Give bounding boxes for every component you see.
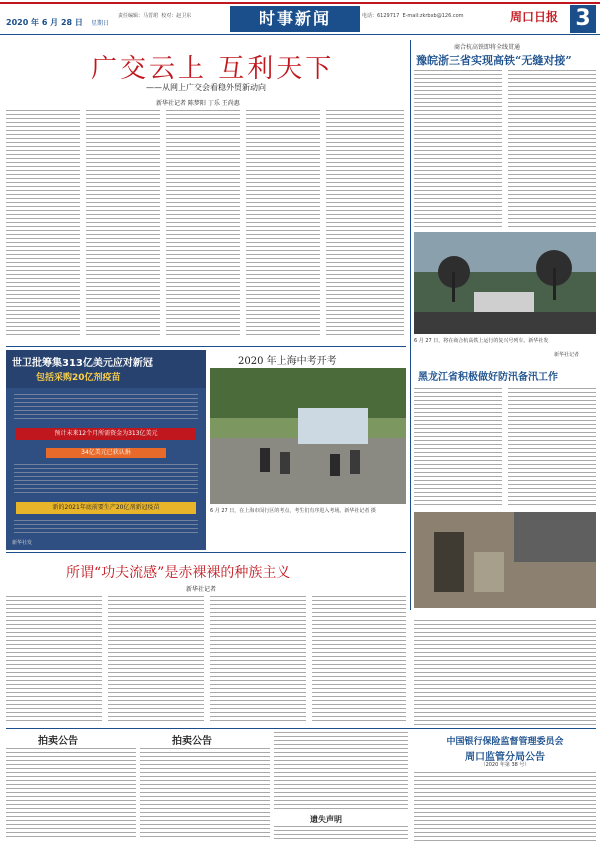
notice-lost-title: 遗失声明 (310, 815, 342, 824)
exam-photo-illustration (210, 368, 406, 504)
who-line-2: 34亿美元已获认捐 (46, 448, 166, 458)
rail-title: 豫皖浙三省实现高铁“无缝对接” (416, 54, 572, 67)
regulator-subtitle: 周口监管分局公告 (465, 752, 545, 763)
exam-photo-title: 2020 年上海中考开考 (238, 356, 337, 367)
rail-photo-caption: 6 月 27 日，将在商合杭高铁上运行的复兴号列车。新华社发 (414, 338, 549, 344)
lead-column-2 (86, 110, 160, 338)
who-line-3: 新的2021年底前要生产20亿剂新冠疫苗 (16, 502, 196, 514)
page-number: 3 (570, 5, 596, 33)
flood-title: 黑龙江省积极做好防汛备汛工作 (418, 372, 558, 383)
rail-text-1 (414, 70, 502, 230)
who-footer: 新华社发 (12, 540, 33, 546)
rail-photo-illustration (414, 232, 596, 334)
section-title: 时事新闻 (258, 9, 331, 28)
issue-date: 2020 年 6 月 28 日 (6, 18, 83, 27)
notice-lost (274, 732, 408, 844)
exam-photo-caption: 6 月 27 日，在上海市闵行区的考点，考生们有序进入考场。新华社记者 摄 (210, 508, 376, 514)
rail-article (414, 40, 596, 360)
lead-subtitle: ——从网上广交会看稳外贸新动向 (146, 83, 266, 92)
lead-article (6, 40, 406, 340)
flood-text-1 (414, 388, 502, 508)
who-title-1: 世卫批筹集313亿美元应对新冠 (12, 358, 153, 369)
notice-auction-1-title: 拍卖公告 (38, 736, 78, 747)
opinion-title: 所谓“功夫流感”是赤裸裸的种族主义 (66, 565, 291, 581)
right-column-text (414, 620, 596, 728)
lead-byline: 新华社记者 陈梦阳 丁乐 王尚惠 (156, 100, 240, 107)
opinion-article (6, 556, 406, 726)
regulator-number: （2020 年第 38 号） (480, 762, 530, 768)
lead-column-5 (326, 110, 404, 338)
notice-auction-2-title: 拍卖公告 (172, 736, 212, 747)
masthead (0, 0, 600, 36)
rail-photo (414, 232, 596, 334)
paper-name: 周口日报 (510, 10, 559, 24)
flood-article (414, 360, 596, 620)
regulator-notice (414, 732, 596, 844)
exam-photo-block (210, 350, 406, 550)
flood-photo (414, 512, 596, 608)
section-title-box (230, 6, 360, 32)
who-line-1: 预计未来12个月所需资金为313亿美元 (16, 428, 196, 440)
who-funding-infographic (6, 350, 206, 550)
editor-line: 责任编辑：马晋珺 校对：赵卫东 (118, 13, 192, 19)
lead-column-4 (246, 110, 320, 338)
rail-credit: 新华社记者 (554, 352, 580, 358)
exam-photo (210, 368, 406, 504)
lead-column-1 (6, 110, 80, 338)
regulator-title: 中国银行保险监督管理委员会 (446, 737, 564, 747)
notice-auction-1 (6, 732, 136, 844)
opinion-byline: 新华社记者 (186, 586, 217, 593)
lead-column-3 (166, 110, 240, 338)
rail-kicker: 商合杭高铁即将全线贯通 (454, 44, 521, 51)
contact-line: 电话：6129717 E-mail:zkrbxb@126.com (362, 13, 464, 19)
flood-photo-illustration (414, 512, 596, 608)
rail-text-2 (508, 70, 596, 230)
who-title-2: 包括采购20亿剂疫苗 (36, 373, 121, 383)
lead-title: 广交云上 互利天下 (91, 54, 335, 84)
flood-text-2 (508, 388, 596, 508)
notice-auction-2 (140, 732, 270, 844)
issue-weekday: 星期日 (90, 20, 109, 27)
